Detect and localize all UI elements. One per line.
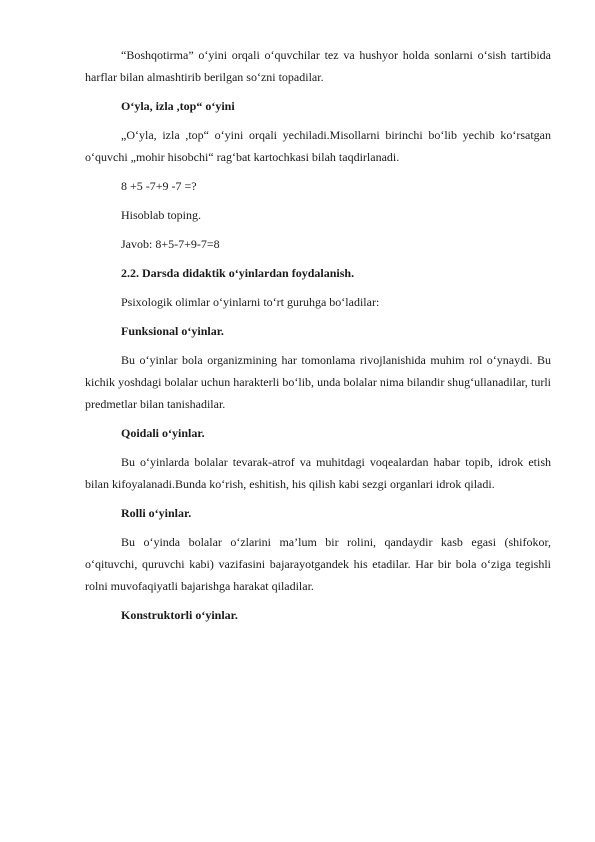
section-heading-2-2: 2.2. Darsda didaktik o‘yinlardan foydalanish. xyxy=(121,266,355,280)
paragraph-rule-games: Bu o‘yinlarda bolalar tevarak-atrof va muhitdagi voqealardan habar topib, idrok etish bilan kifoyalanadi.Bunda ko‘rish, eshitish, his qilish kabi sezgi organlari idrok qiladi. xyxy=(85,455,551,491)
paragraph-functional-games: Bu o‘yinlar bola organizmining har tomonlama rivojlanishida muhim rol o‘ynaydi. Bu kichik yoshdagi bolalar uchun harakterli bo‘lib, unda bolalar nima bilandir shug‘ullanadilar, turli predmetlar bilan tanishadilar. xyxy=(85,353,551,411)
paragraph-oyla-izla-top-description: „O‘yla, izla ,top“ o‘yini orqali yechiladi.Misollarni birinchi bo‘lib yechib ko‘rsatgan o‘quvchi „mohir hisobchi“ rag‘bat kartochkasi bilah taqdirlanadi. xyxy=(85,128,551,164)
instruction-text: Hisoblab toping. xyxy=(121,208,201,222)
paragraph-role-games: Bu o‘yinda bolalar o‘zlarini ma’lum bir rolini, qandaydir kasb egasi (shifokor, o‘qituvchi, quruvchi kabi) vazifasini bajarayotgandek his etadilar. Har bir bola o‘ziga tegishli rolni muvofaqiyatli bajarishga harakat qiladilar. xyxy=(85,535,551,593)
answer-text: Javob: 8+5-7+9-7=8 xyxy=(121,237,220,251)
heading-role-games: Rolli o‘yinlar. xyxy=(121,506,192,520)
paragraph-game-groups: Psixologik olimlar o‘yinlarni to‘rt guruhga bo‘ladilar: xyxy=(121,295,380,309)
heading-oyla-izla-top: O‘yla, izla ,top“ o‘yini xyxy=(121,99,235,113)
heading-functional-games: Funksional o‘yinlar. xyxy=(121,324,224,338)
document-body xyxy=(85,44,551,633)
paragraph-boshqotirma-description: “Boshqotirma” o‘yini orqali o‘quvchilar tez va hushyor holda sonlarni o‘sish tartibida harflar bilan almashtirib berilgan so‘zni topadilar. xyxy=(85,48,551,84)
heading-rule-games: Qoidali o‘yinlar. xyxy=(121,426,205,440)
heading-constructor-games: Konstruktorli o‘yinlar. xyxy=(121,608,238,622)
math-expression: 8 +5 -7+9 -7 =? xyxy=(121,179,197,193)
